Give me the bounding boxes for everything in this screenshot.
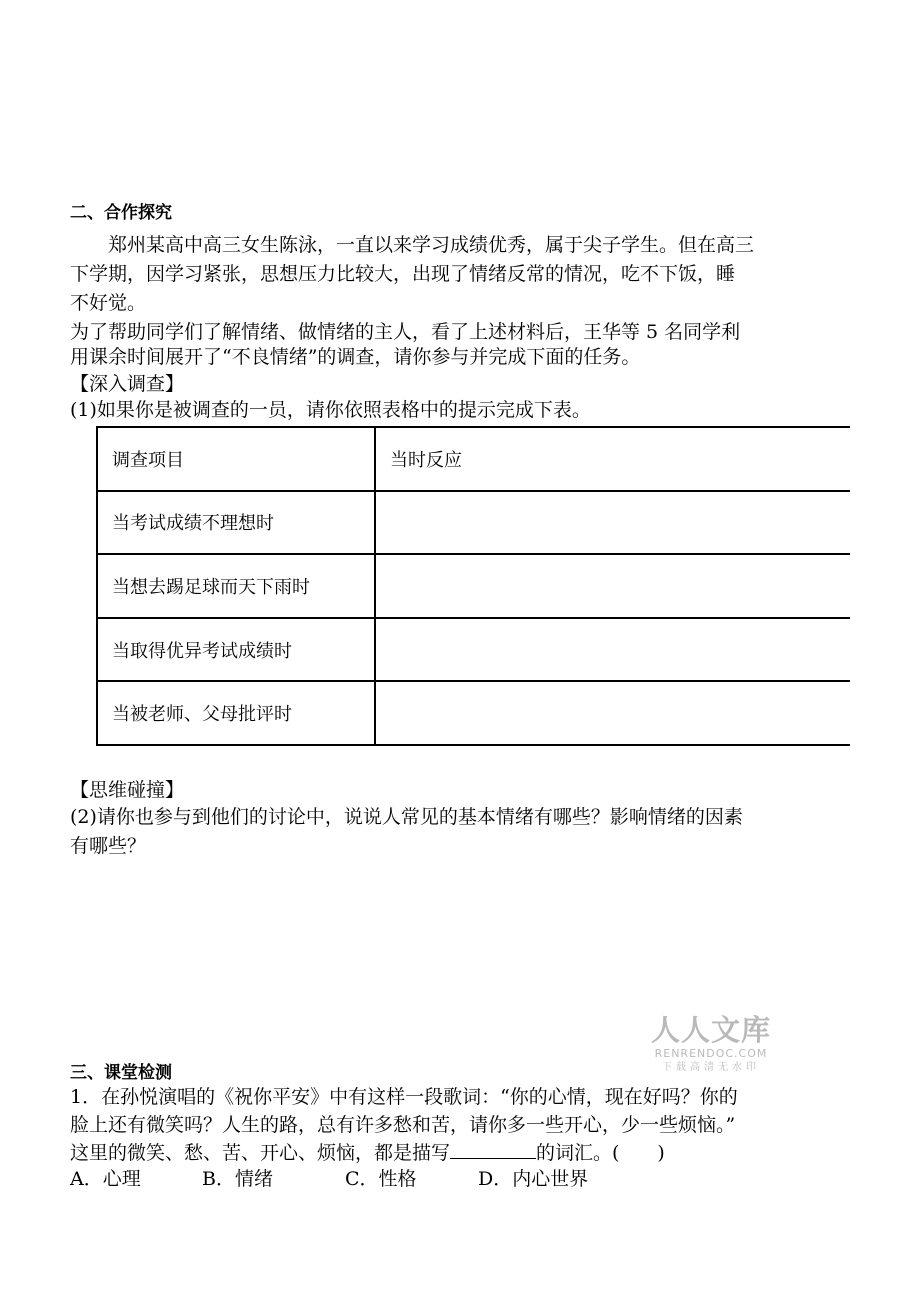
test-question-1-line-1: 1．在孙悦演唱的《祝你平安》中有这样一段歌词：“你的心情，现在好吗？你的 bbox=[70, 1086, 738, 1108]
option-d[interactable]: D．内心世界 bbox=[478, 1168, 589, 1190]
question-2-prompt-line-2: 有哪些？ bbox=[70, 835, 147, 857]
case-paragraph-line-2: 下学期，因学习紧张，思想压力比较大，出现了情绪反常的情况，吃不下饭，睡 bbox=[70, 263, 736, 285]
table-row bbox=[97, 491, 850, 555]
option-c[interactable]: C．性格 bbox=[345, 1168, 417, 1190]
option-b[interactable]: B．情绪 bbox=[202, 1168, 273, 1190]
table-cell-item: 当考试成绩不理想时 bbox=[97, 491, 375, 555]
watermark-subtitle: 下载高清无水印 bbox=[662, 1062, 760, 1073]
watermark-url: RENRENDOC.COM bbox=[654, 1047, 768, 1060]
question-1-prompt: (1)如果你是被调查的一员，请你依照表格中的提示完成下表。 bbox=[70, 399, 591, 421]
test-question-1-line-2: 脸上还有微笑吗？人生的路，总有许多愁和苦，请你多一些开心，少一些烦恼。” bbox=[70, 1114, 736, 1136]
task-paragraph-line-1: 为了帮助同学们了解情绪、做情绪的主人，看了上述材料后，王华等 5 名同学利 bbox=[70, 321, 741, 343]
table-header-survey-item: 调查项目 bbox=[97, 427, 375, 491]
watermark-main-text: 人人文库 bbox=[650, 1013, 771, 1047]
test-question-1-text-before-blank: 这里的微笑、愁、苦、开心、烦恼，都是描写 bbox=[70, 1142, 451, 1164]
table-cell-item: 当被老师、父母批评时 bbox=[97, 681, 375, 745]
table-header-row bbox=[97, 427, 850, 491]
subheading-in-depth-survey: 【深入调查】 bbox=[70, 373, 185, 395]
watermark-logo bbox=[646, 1013, 776, 1075]
question-2-prompt-line-1: (2)请你也参与到他们的讨论中，说说人常见的基本情绪有哪些？影响情绪的因素 bbox=[70, 806, 743, 828]
table-cell-reaction[interactable] bbox=[375, 681, 850, 745]
answer-blank[interactable] bbox=[450, 1138, 536, 1159]
table-cell-item: 当取得优异考试成绩时 bbox=[97, 618, 375, 682]
table-cell-item: 当想去踢足球而天下雨时 bbox=[97, 554, 375, 618]
survey-table bbox=[96, 426, 850, 746]
section-heading-cooperative-inquiry: 二、合作探究 bbox=[70, 203, 172, 223]
table-row bbox=[97, 618, 850, 682]
table-cell-reaction[interactable] bbox=[375, 491, 850, 555]
option-a[interactable]: A．心理 bbox=[70, 1168, 141, 1190]
table-row bbox=[97, 554, 850, 618]
subheading-thinking-collision: 【思维碰撞】 bbox=[70, 779, 185, 801]
task-paragraph-line-2: 用课余时间展开了“不良情绪”的调查，请你参与并完成下面的任务。 bbox=[70, 346, 641, 368]
test-question-1-text-after-blank: 的词汇。( ) bbox=[536, 1142, 665, 1164]
table-cell-reaction[interactable] bbox=[375, 618, 850, 682]
table-row bbox=[97, 681, 850, 745]
table-header-reaction: 当时反应 bbox=[375, 427, 850, 491]
section-heading-classroom-test: 三、课堂检测 bbox=[70, 1063, 172, 1083]
case-paragraph-line-1: 郑州某高中高三女生陈泳，一直以来学习成绩优秀，属于尖子学生。但在高三 bbox=[108, 234, 755, 256]
case-paragraph-line-3: 不好觉。 bbox=[70, 292, 147, 314]
test-question-1-line-3 bbox=[70, 1138, 665, 1168]
table-cell-reaction[interactable] bbox=[375, 554, 850, 618]
